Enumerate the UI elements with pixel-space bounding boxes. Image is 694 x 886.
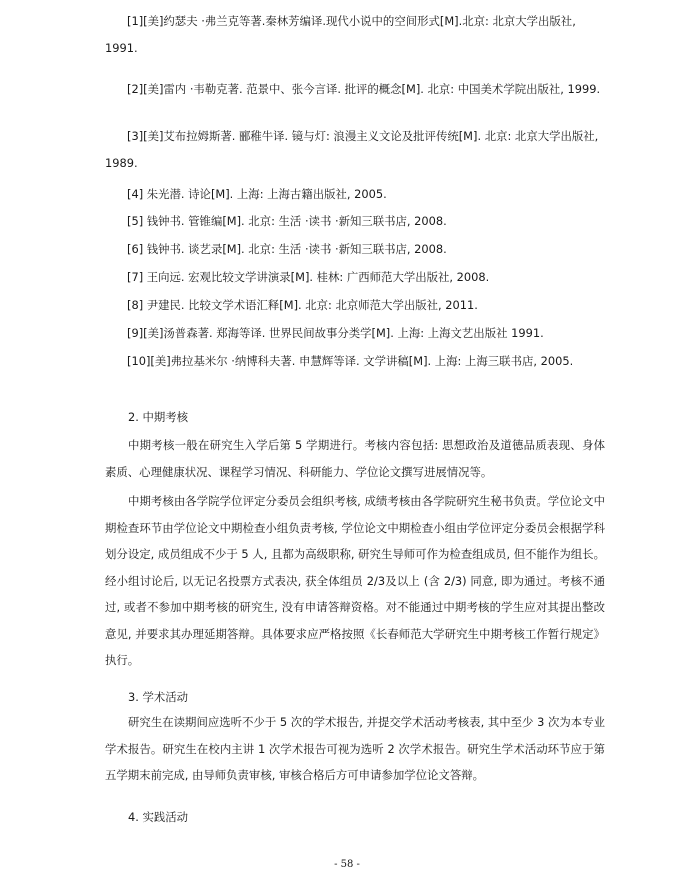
reference-entry-4: [4] 朱光潜. 诗论[M]. 上海: 上海古籍出版社, 2005. <box>127 187 387 201</box>
section-heading-midterm: 2. 中期考核 <box>128 410 189 424</box>
reference-entry-7: [7] 王向远. 宏观比较文学讲演录[M]. 桂林: 广西师范大学出版社, 2008. <box>127 270 490 284</box>
reference-entry-1: [1][美]约瑟夫 ·弗兰克等著.秦林芳编译.现代小说中的空间形式[M].北京: 北京大学出版社, 1991. <box>105 14 576 55</box>
reference-entry-9: [9][美]汤普森著. 郑海等译. 世界民间故事分类学[M]. 上海: 上海文艺出版社 1991. <box>127 326 544 340</box>
midterm-paragraph-2: 中期考核由各学院学位评定分委员会组织考核, 成绩考核由各学院研究生秘书负责。学位论文中期检查环节由学位论文中期检查小组负责考核, 学位论文中期检查小组由学位评定分委员会根据学科划分设定, 成员组成不少于 5 人, 且都为高级职称, 研究生导师可作为检查组成员, 但不能作为组长。经小组讨论后, 以无记名投票方式表决, 获全体组员 2/3及以上 (含 2/3) 同意, 即为通过。考核不通过, 或者不参加中期考核的研究生, 没有申请答辩资格。对不能通过中期考核的学生应对其提出整改意见, 并要求其办理延期答辩。具体要求应严格按照《长春师范大学研究生中期考核工作暂行规定》执行。 <box>105 494 605 667</box>
midterm-paragraph-1: 中期考核一般在研究生入学后第 5 学期进行。考核内容包括: 思想政治及道德品质表现、身体素质、心理健康状况、课程学习情况、科研能力、学位论文撰写进展情况等。 <box>105 438 605 479</box>
reference-entry-3: [3][美]艾布拉姆斯著. 郦稚牛译. 镜与灯: 浪漫主义文论及批评传统[M]. 北京: 北京大学出版社, 1989. <box>105 129 599 170</box>
reference-entry-10: [10][美]弗拉基米尔 ·纳博科夫著. 申慧辉等译. 文学讲稿[M]. 上海: 上海三联书店, 2005. <box>127 354 574 368</box>
reference-entry-2: [2][美]雷内 ·韦勒克著. 范景中、张今言译. 批评的概念[M]. 北京: 中国美术学院出版社, 1999. <box>127 82 601 96</box>
reference-entry-6: [6] 钱钟书. 谈艺录[M]. 北京: 生活 ·读书 ·新知三联书店, 2008. <box>127 242 447 256</box>
page-number: - 58 - <box>334 859 360 870</box>
academic-activities-paragraph: 研究生在读期间应选听不少于 5 次的学术报告, 并提交学术活动考核表, 其中至少 3 次为本专业学术报告。研究生在校内主讲 1 次学术报告可视为选听 2 次学术报告。研究生学术活动环节应于第五学期末前完成, 由导师负责审核, 审核合格后方可申请参加学位论文答辩。 <box>105 715 605 782</box>
section-heading-academic-activities: 3. 学术活动 <box>128 690 189 704</box>
section-heading-practice-activities: 4. 实践活动 <box>128 810 189 824</box>
reference-entry-5: [5] 钱钟书. 管锥编[M]. 北京: 生活 ·读书 ·新知三联书店, 2008. <box>127 214 447 228</box>
reference-entry-8: [8] 尹建民. 比较文学术语汇释[M]. 北京: 北京师范大学出版社, 2011. <box>127 298 478 312</box>
